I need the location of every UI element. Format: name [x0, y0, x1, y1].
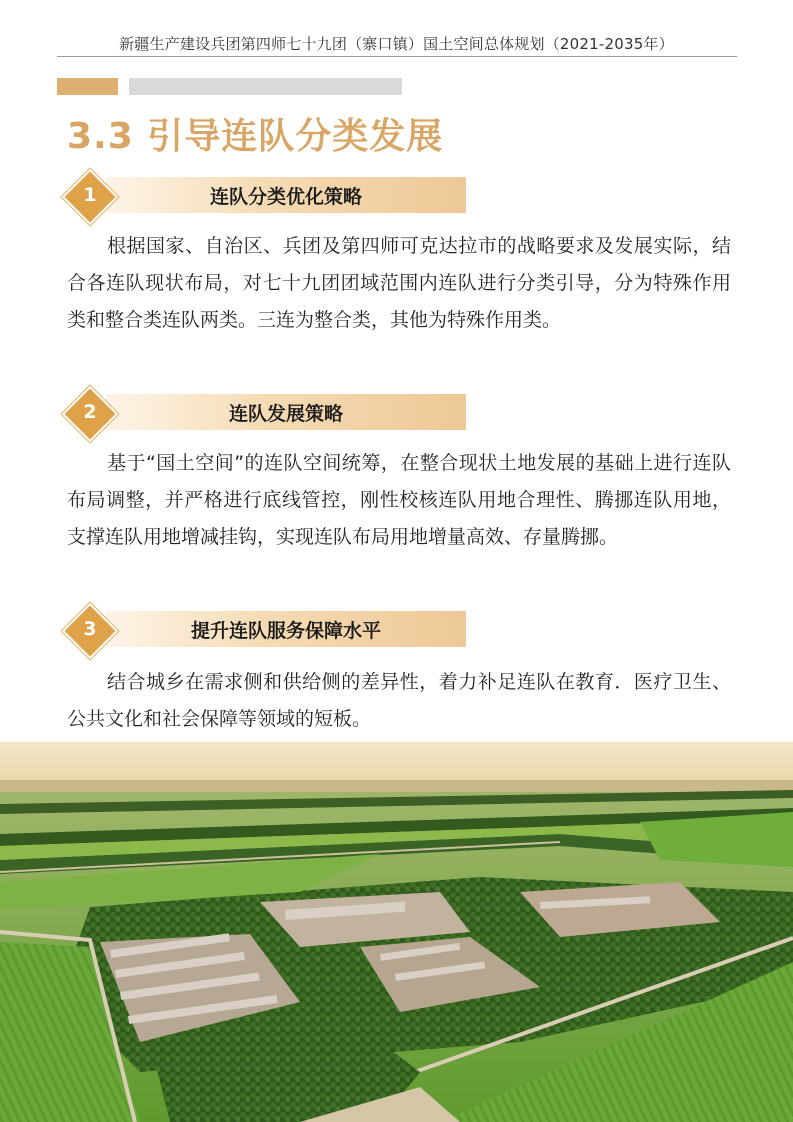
decorative-gray-bar	[129, 78, 402, 95]
subsection-title: 连队发展策略	[228, 403, 343, 425]
subsection-number: 2	[83, 401, 97, 423]
page-header-title: 新疆生产建设兵团第四师七十九团（寨口镇）国土空间总体规划（2021-2035年）	[119, 35, 674, 53]
decorative-orange-bar	[57, 78, 118, 95]
subsection-paragraph-3: 结合城乡在需求侧和供给侧的差异性，着力补足连队在教育．医疗卫生、公共文化和社会保障等领域的短板。	[67, 671, 731, 730]
section-title: 3.3 引导连队分类发展	[67, 116, 444, 157]
subsection-paragraph-1: 根据国家、自治区、兵团及第四师可克达拉市的战略要求及发展实际，结合各连队现状布局，对七十九团团域范围内连队进行分类引导，分为特殊作用类和整合类连队两类。三连为整合类，其他为特殊作用类。	[67, 235, 731, 331]
subsection-number: 3	[83, 618, 97, 640]
subsection-title-bar	[106, 394, 466, 430]
subsection-title: 提升连队服务保障水平	[190, 620, 381, 642]
subsection-title: 连队分类优化策略	[209, 186, 362, 208]
subsection-title-bar	[106, 177, 466, 213]
subsection-paragraph-2: 基于“国土空间”的连队空间统筹，在整合现状土地发展的基础上进行连队布局调整，并严格进行底线管控，刚性校核连队用地合理性、腾挪连队用地，支撑连队用地增减挂钩，实现连队布局用地增量高效、存量腾挪。	[67, 452, 731, 548]
subsection-number: 1	[83, 184, 97, 206]
subsection-title-bar	[106, 611, 466, 647]
aerial-farmland-photo	[0, 742, 793, 1122]
header-divider	[57, 56, 737, 57]
